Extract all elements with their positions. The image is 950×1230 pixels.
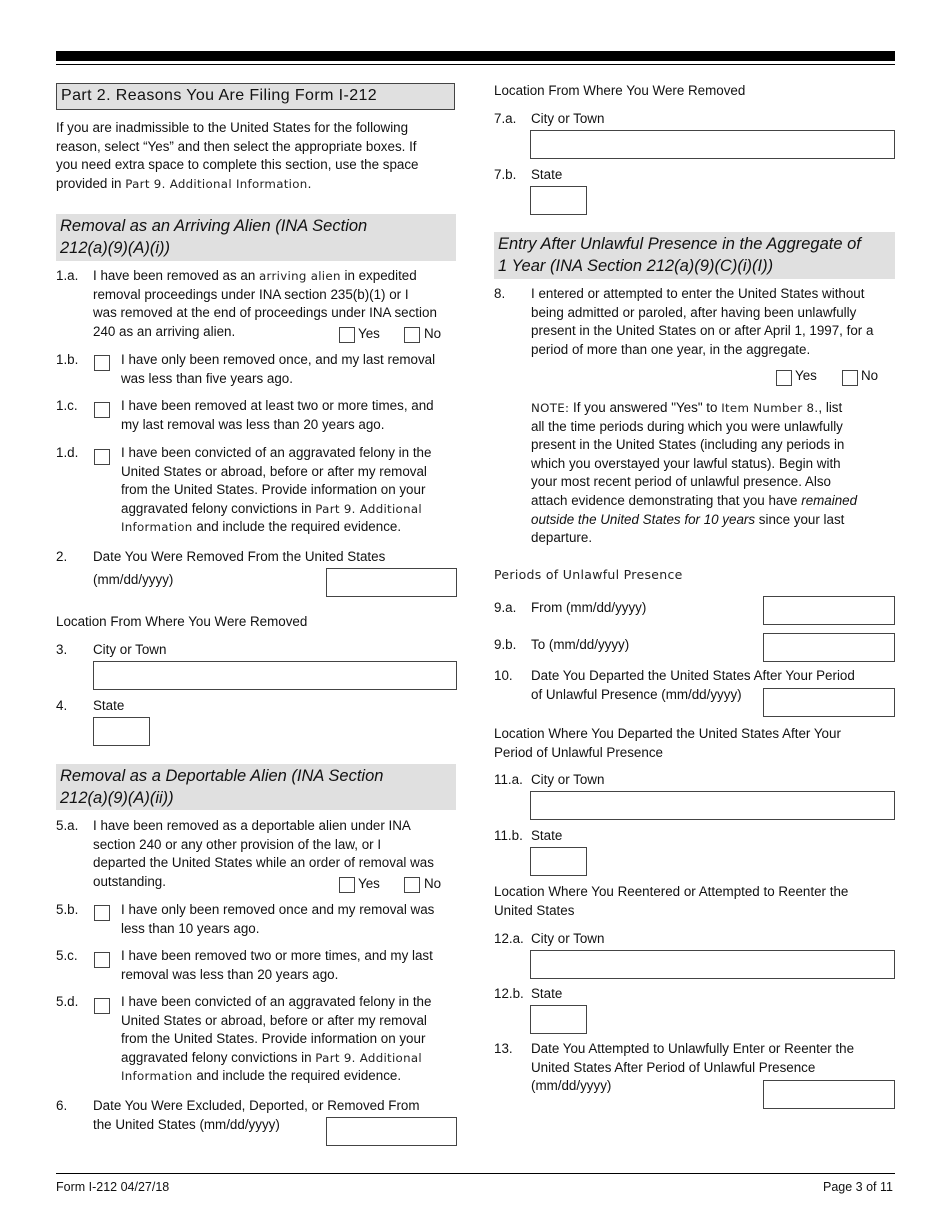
periods-label: Periods of Unlawful Presence [494, 567, 683, 582]
yes-label: Yes [795, 368, 817, 383]
no-label: No [861, 368, 879, 383]
question-1d-text: I have been convicted of an aggravated felony in the United States or abroad, before or after my removal from the United States. Provide information on your aggravated felony convictions in Part 9. Additional Information and include the required evidence. [121, 445, 432, 535]
state-label: State [531, 986, 563, 1001]
page-number: Page 3 of 11 [823, 1180, 893, 1194]
item-number: 5.c. [56, 948, 78, 963]
q5d-checkbox[interactable] [94, 998, 110, 1014]
item-number: 11.a. [494, 772, 523, 787]
q5a-yes-checkbox[interactable] [339, 877, 355, 893]
location-removed-label: Location From Where You Were Removed [494, 83, 746, 98]
city-town-label: City or Town [531, 111, 605, 126]
state-input-7b[interactable] [530, 186, 587, 215]
q5a-no-checkbox[interactable] [404, 877, 420, 893]
yes-label: Yes [358, 326, 380, 341]
footer-rule [56, 1173, 895, 1174]
yes-label: Yes [358, 876, 380, 891]
question-5d-text: I have been convicted of an aggravated felony in the United States or abroad, before or after my removal from the United States. Provide information on your aggravated felony convictions in Part 9. Additional Information and include the required evidence. [121, 994, 432, 1084]
city-town-input[interactable] [93, 661, 457, 690]
q1c-checkbox[interactable] [94, 402, 110, 418]
date-reentry-input[interactable] [763, 1080, 895, 1109]
departure-location-label: Location Where You Departed the United States After Your Period of Unlawful Presence [494, 726, 841, 760]
item-number: 9.a. [494, 600, 517, 615]
top-rule-thin [56, 64, 895, 65]
question-13-text: Date You Attempted to Unlawfully Enter or Reenter the United States After Period of Unlawful Presence (mm/dd/yyyy) [531, 1041, 855, 1094]
question-10-text: Date You Departed the United States After Your Period of Unlawful Presence (mm/dd/yyyy) [531, 668, 855, 702]
state-label: State [93, 698, 125, 713]
question-5a-text: I have been removed as a deportable alien under INA section 240 or any other provision of the law, or I departed the United States while an order of removal was outstanding. [93, 818, 434, 889]
item-number: 2. [56, 549, 68, 564]
item-number: 6. [56, 1098, 68, 1113]
q5b-checkbox[interactable] [94, 905, 110, 921]
question-1b-text: I have only been removed once, and my last removal was less than five years ago. [121, 352, 436, 386]
city-town-label: City or Town [531, 931, 605, 946]
date-departed-input[interactable] [763, 688, 895, 717]
state-label: State [531, 828, 563, 843]
question-2-label: Date You Were Removed From the United States [93, 549, 386, 564]
to-date-input[interactable] [763, 633, 895, 662]
state-input[interactable] [93, 717, 150, 746]
item-number: 4. [56, 698, 68, 713]
section-heading-deportable-alien: Removal as a Deportable Alien (INA Section 212(a)(9)(A)(ii)) [56, 764, 456, 810]
question-8-text: I entered or attempted to enter the United States without being admitted or paroled, after having been unlawfully present in the United States on or after April 1, 1997, for a period of more than one year, in the aggregate. [531, 286, 874, 357]
location-removed-label: Location From Where You Were Removed [56, 614, 308, 629]
item-number: 1.d. [56, 445, 79, 460]
from-date-label: From (mm/dd/yyyy) [531, 600, 647, 615]
state-label: State [531, 167, 563, 182]
item-number: 1.c. [56, 398, 78, 413]
section-heading-arriving-alien: Removal as an Arriving Alien (INA Section 212(a)(9)(A)(i)) [56, 214, 456, 261]
part-intro: If you are inadmissible to the United States for the following reason, select “Yes” and then select the appropriate boxes. If you need extra space to complete this section, use the space provided in Part 9. Additional Information. [56, 120, 419, 191]
from-date-input[interactable] [763, 596, 895, 625]
section-heading-unlawful-presence: Entry After Unlawful Presence in the Aggregate of 1 Year (INA Section 212(a)(9)(C)(i)(I)) [494, 232, 895, 279]
question-5c-text: I have been removed two or more times, and my last removal was less than 20 years ago. [121, 948, 433, 982]
question-1c-text: I have been removed at least two or more times, and my last removal was less than 20 years ago. [121, 398, 434, 432]
q8-no-checkbox[interactable] [842, 370, 858, 386]
q5c-checkbox[interactable] [94, 952, 110, 968]
item-number: 12.a. [494, 931, 524, 946]
part-title: Part 2. Reasons You Are Filing Form I-212 [56, 83, 455, 110]
city-town-label: City or Town [93, 642, 167, 657]
note-text: NOTE: If you answered "Yes" to Item Number 8., list all the time periods during which you were unlawfully present in the United States (including any periods in which you overstayed your lawful status). Begin with your most recent period of unlawful presence. Also attach evidence demonstrating that you have remained outside the United States for 10 years since your last departure. [531, 400, 858, 546]
date-removed-input[interactable] [326, 568, 457, 597]
q1b-checkbox[interactable] [94, 355, 110, 371]
city-town-input-7a[interactable] [530, 130, 895, 159]
top-rule-thick [56, 51, 895, 61]
item-number: 12.b. [494, 986, 524, 1001]
city-town-input-11a[interactable] [530, 791, 895, 820]
item-number: 7.a. [494, 111, 517, 126]
item-number: 10. [494, 668, 513, 683]
form-id: Form I-212 04/27/18 [56, 1180, 170, 1194]
item-number: 13. [494, 1041, 513, 1056]
q1a-no-checkbox[interactable] [404, 327, 420, 343]
q1a-yes-checkbox[interactable] [339, 327, 355, 343]
item-number: 1.a. [56, 268, 79, 283]
q8-yes-checkbox[interactable] [776, 370, 792, 386]
item-number: 5.d. [56, 994, 79, 1009]
state-input-11b[interactable] [530, 847, 587, 876]
no-label: No [424, 876, 442, 891]
question-1a-text: I have been removed as an arriving alien in expedited removal proceedings under INA section 235(b)(1) or I was removed at the end of proceedings under INA section 240 as an arriving alien. [93, 268, 437, 339]
q1d-checkbox[interactable] [94, 449, 110, 465]
city-town-label: City or Town [531, 772, 605, 787]
question-2-format: (mm/dd/yyyy) [93, 572, 174, 587]
no-label: No [424, 326, 442, 341]
city-town-input-12a[interactable] [530, 950, 895, 979]
item-number: 7.b. [494, 167, 517, 182]
item-number: 1.b. [56, 352, 79, 367]
reentry-location-label: Location Where You Reentered or Attempted to Reenter the United States [494, 884, 849, 918]
date-excluded-input[interactable] [326, 1117, 457, 1146]
item-number: 3. [56, 642, 68, 657]
item-number: 11.b. [494, 828, 523, 843]
state-input-12b[interactable] [530, 1005, 587, 1034]
item-number: 8. [494, 286, 506, 301]
item-number: 9.b. [494, 637, 517, 652]
item-number: 5.a. [56, 818, 79, 833]
item-number: 5.b. [56, 902, 79, 917]
question-5b-text: I have only been removed once and my removal was less than 10 years ago. [121, 902, 435, 936]
to-date-label: To (mm/dd/yyyy) [531, 637, 630, 652]
question-6-text: Date You Were Excluded, Deported, or Removed From the United States (mm/dd/yyyy) [93, 1098, 420, 1132]
